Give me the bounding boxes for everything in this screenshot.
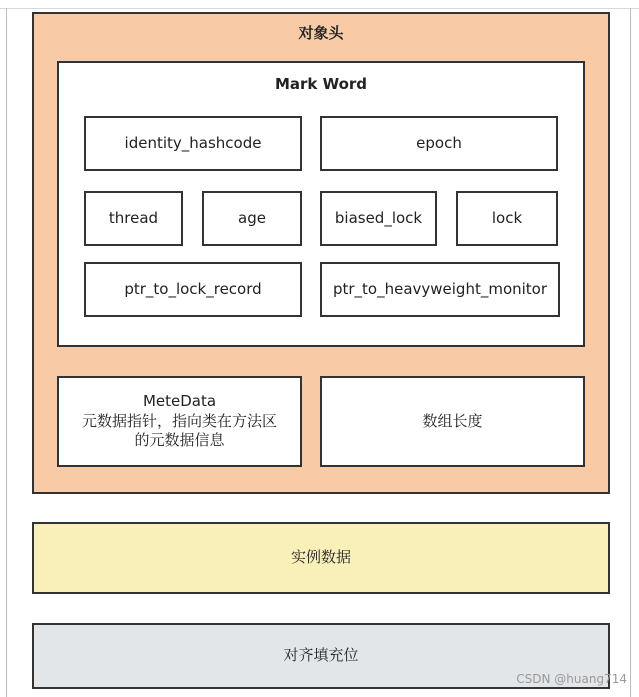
mark-word-title: Mark Word (274, 75, 368, 93)
metadata-box (57, 376, 302, 467)
ptr-to-lock-record-field: ptr_to_lock_record (84, 262, 302, 317)
identity-hashcode-field: identity_hashcode (84, 116, 302, 171)
ptr-to-heavyweight-monitor-field: ptr_to_heavyweight_monitor (320, 262, 560, 317)
cropped-toolbar (0, 0, 639, 9)
frame-right-border (630, 8, 631, 697)
epoch-field: epoch (320, 116, 558, 171)
array-length-box: 数组长度 (320, 376, 585, 467)
object-header-title: 对象头 (298, 24, 344, 42)
frame-left-border (6, 8, 7, 697)
metadata-desc-line1: 元数据指针，指向类在方法区 (81, 411, 277, 430)
metadata-desc-line2: 的元数据信息 (134, 431, 225, 450)
biased-lock-field: biased_lock (320, 191, 437, 246)
metadata-title: MeteData (142, 392, 217, 411)
watermark: CSDN @huang714 (516, 672, 627, 686)
lock-field: lock (456, 191, 558, 246)
age-field: age (202, 191, 302, 246)
padding-box: 对齐填充位 (32, 623, 610, 689)
thread-field: thread (84, 191, 183, 246)
instance-data-box: 实例数据 (32, 522, 610, 594)
